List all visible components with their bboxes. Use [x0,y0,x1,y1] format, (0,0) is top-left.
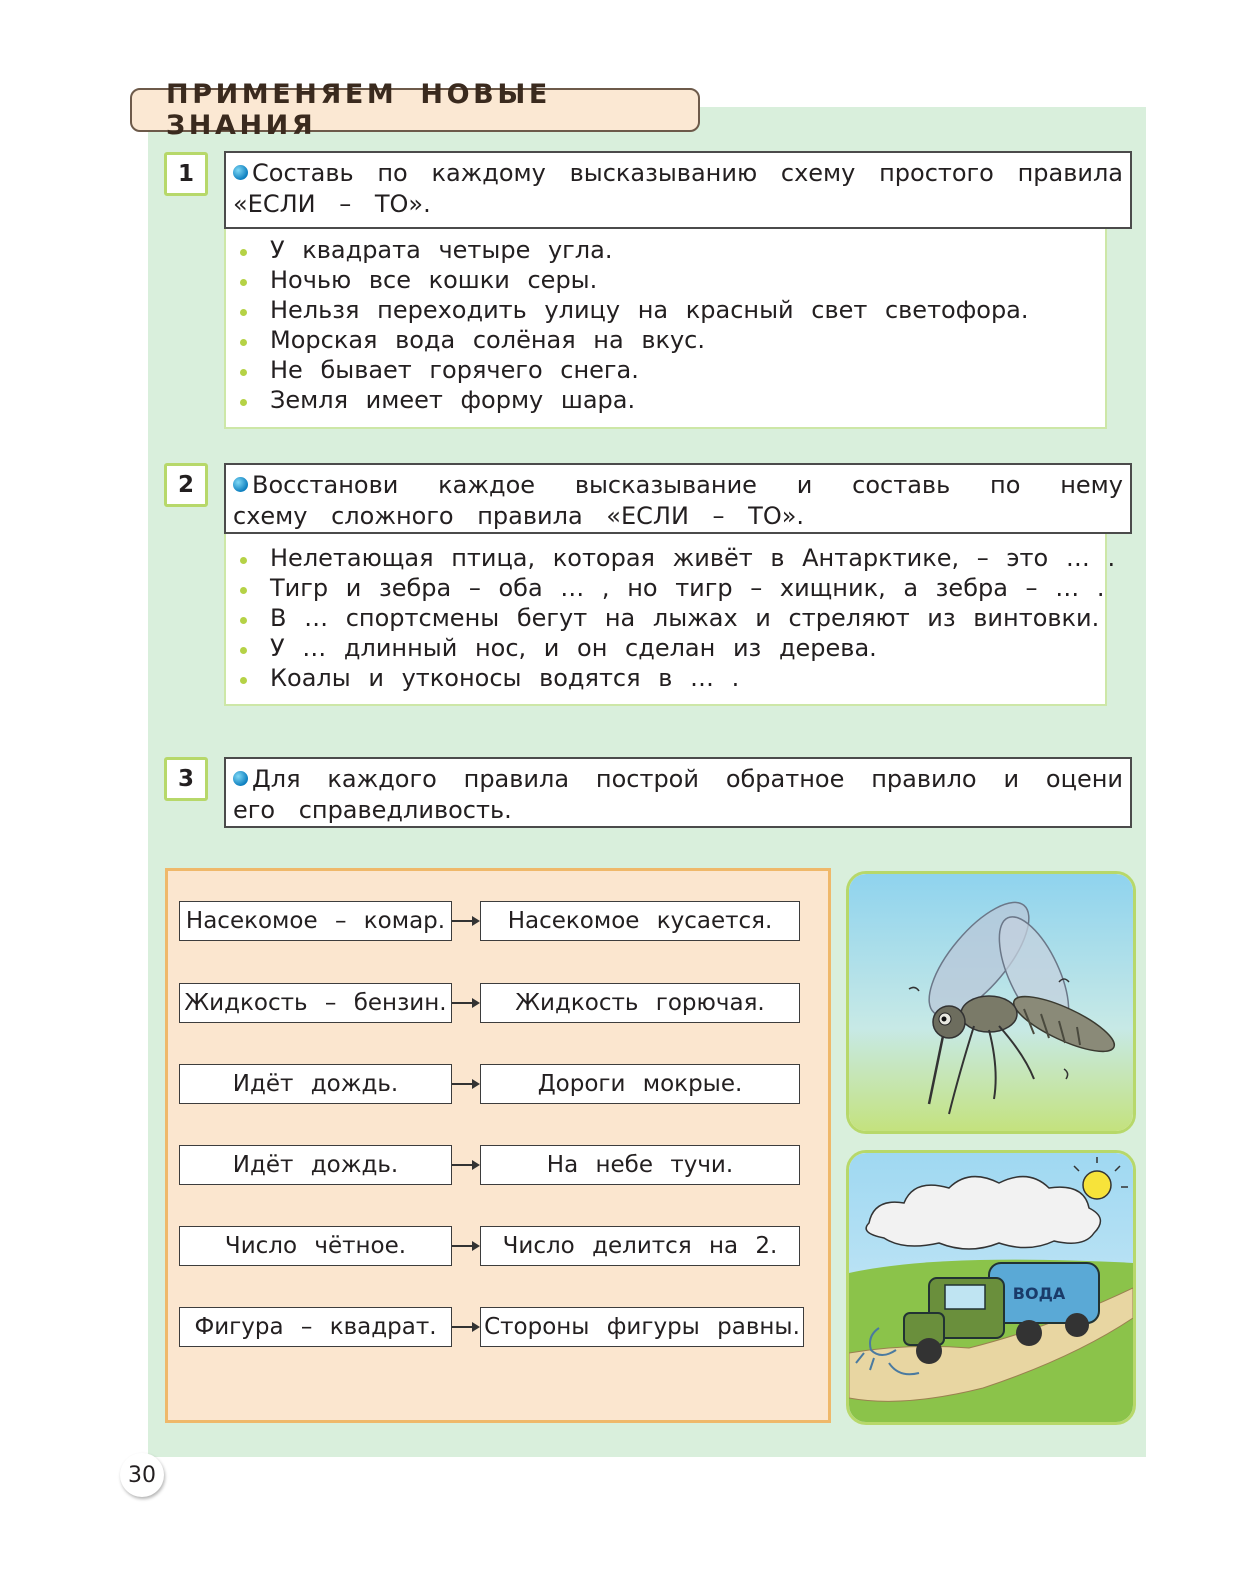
rule-if-box: Фигура – квадрат. [179,1307,452,1347]
rule-if-box: Число чётное. [179,1226,452,1266]
rule-then-box: Жидкость горючая. [480,983,800,1023]
task-instruction-text: Для каждого правила построй обратное правило и оцени его справедливость. [233,765,1123,824]
rule-then-box: Число делится на 2. [480,1226,800,1266]
list-item: У … длинный нос, и он сделан из дерева. [240,633,1105,663]
task-1-list [224,229,1107,429]
list-item: Нелетающая птица, которая живёт в Антарктике, – это … . [240,543,1105,573]
mosquito-icon [849,874,1133,1131]
bullet-dot-icon [233,771,248,786]
task-number-1: 1 [164,152,208,196]
arrow-icon [452,915,480,927]
task-instruction-text: Восстанови каждое высказывание и составь по нему схему сложного правила «ЕСЛИ – ТО». [233,471,1123,530]
rule-if-box: Идёт дождь. [179,1064,452,1104]
list-item: В … спортсмены бегут на лыжах и стреляют из винтовки. [240,603,1105,633]
task-number-3: 3 [164,757,208,801]
task-instruction-text: Составь по каждому высказыванию схему простого правила «ЕСЛИ – ТО». [233,159,1123,218]
rules-box [165,868,831,1423]
task-number-2: 2 [164,463,208,507]
list-item: Коалы и утконосы водятся в … . [240,663,1105,693]
list-item: Тигр и зебра – оба … , но тигр – хищник, а зебра – … . [240,573,1105,603]
truck-label: ВОДА [1012,1284,1066,1303]
rule-then-box: Насекомое кусается. [480,901,800,941]
truck-icon [849,1153,1133,1422]
arrow-icon [452,1078,480,1090]
task-2-list [224,534,1116,706]
rule-if-box: Насекомое – комар. [179,901,452,941]
mosquito-illustration [846,871,1136,1134]
arrow-icon [452,1240,480,1252]
list-item: У квадрата четыре угла. [240,235,1105,265]
list-item: Нельзя переходить улицу на красный свет светофора. [240,295,1105,325]
truck-illustration [846,1150,1136,1425]
rule-then-box: Дороги мокрые. [480,1064,800,1104]
rule-then-box: На небе тучи. [480,1145,800,1185]
rule-if-box: Идёт дождь. [179,1145,452,1185]
bullet-dot-icon [233,477,248,492]
rule-if-box: Жидкость – бензин. [179,983,452,1023]
page-number: 30 [120,1453,164,1497]
bullet-dot-icon [233,165,248,180]
list-item: Морская вода солёная на вкус. [240,325,1105,355]
list-item: Не бывает горячего снега. [240,355,1105,385]
list-item: Земля имеет форму шара. [240,385,1105,415]
task-instruction-2 [224,463,1132,534]
arrow-icon [452,1159,480,1171]
list-item: Ночью все кошки серы. [240,265,1105,295]
arrow-icon [452,1321,480,1333]
arrow-icon [452,997,480,1009]
task-instruction-3 [224,757,1132,828]
section-heading: ПРИМЕНЯЕМ НОВЫЕ ЗНАНИЯ [130,88,700,132]
task-instruction-1 [224,151,1132,229]
rule-then-box: Стороны фигуры равны. [480,1307,804,1347]
